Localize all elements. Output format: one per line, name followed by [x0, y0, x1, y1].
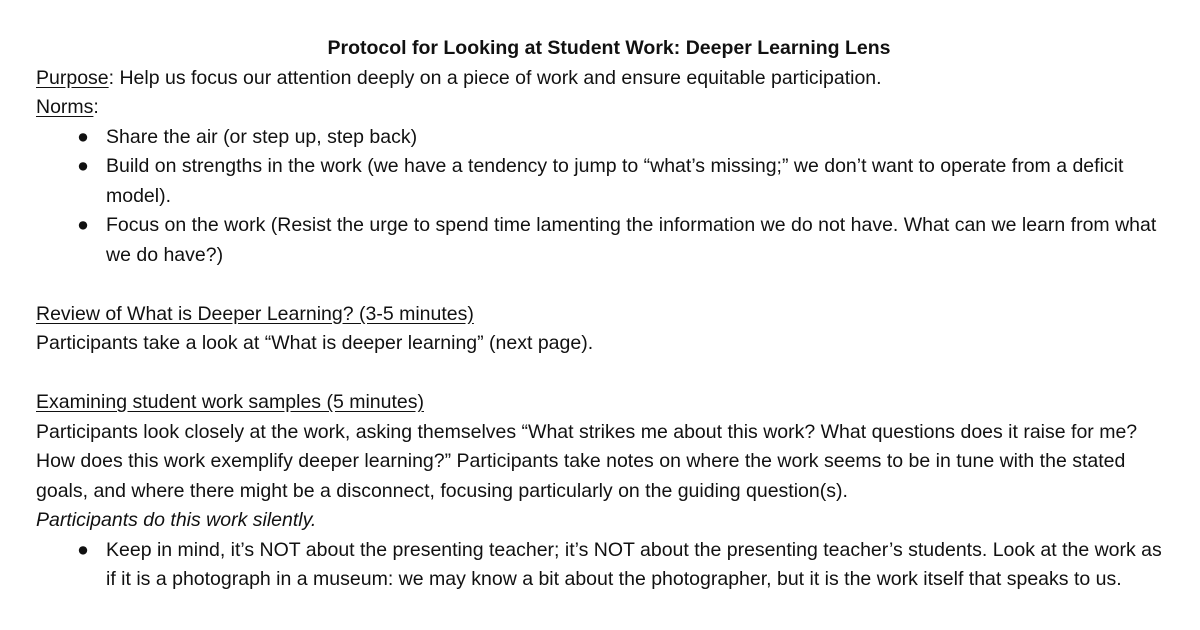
bullet-icon: ●: [77, 155, 89, 177]
review-text: Participants take a look at “What is deeper learning” (next page).: [36, 332, 594, 354]
list-item: [36, 536, 1176, 595]
document-page: [36, 34, 1176, 595]
norm-text: Focus on the work (Resist the urge to spend time lamenting the information we do not have. What can we learn from what we do have?): [106, 214, 1157, 266]
purpose-paragraph: [36, 64, 1176, 94]
norms-heading: [36, 93, 1176, 123]
bullet-icon: ●: [77, 538, 89, 561]
norms-list: [36, 123, 1176, 271]
purpose-text: : Help us focus our attention deeply on a piece of work and ensure equitable participation.: [108, 66, 882, 89]
review-heading: Review of What is Deeper Learning? (3-5 minutes): [36, 302, 474, 325]
norms-label: Norms: [36, 96, 94, 118]
norms-suffix: :: [93, 96, 99, 118]
examining-list: [36, 536, 1176, 595]
purpose-label: Purpose: [36, 66, 109, 89]
list-item: [36, 152, 1176, 211]
spacer: [36, 270, 1176, 300]
norm-text: Share the air (or step up, step back): [106, 125, 418, 148]
examining-heading: Examining student work samples (5 minutes): [36, 391, 424, 413]
norm-text: Build on strengths in the work (we have a tendency to jump to “what’s missing;” we don’t want to operate from a deficit model).: [106, 155, 1124, 207]
spacer: [36, 359, 1176, 389]
examining-text: Participants look closely at the work, asking themselves “What strikes me about this work? What questions does it raise for me? How does this work exemplify deeper learning?” Participants take notes on where the work seems to be in tune with the stated goals, and where there might be a disconnect, focusing particularly on the guiding question(s).: [36, 420, 1138, 502]
list-item: [36, 211, 1176, 270]
examining-item-text: Keep in mind, it’s NOT about the presenting teacher; it’s NOT about the presenting teacher’s students. Look at the work as if it is a photograph in a museum: we may know a bit about the photographer, but it is the work itself that speaks to us.: [106, 538, 1162, 590]
list-item: [36, 123, 1176, 153]
examining-italic-note: Participants do this work silently.: [36, 509, 317, 531]
bullet-icon: ●: [77, 214, 89, 236]
document-title: Protocol for Looking at Student Work: Deeper Learning Lens: [327, 37, 891, 59]
bullet-icon: ●: [77, 125, 89, 148]
